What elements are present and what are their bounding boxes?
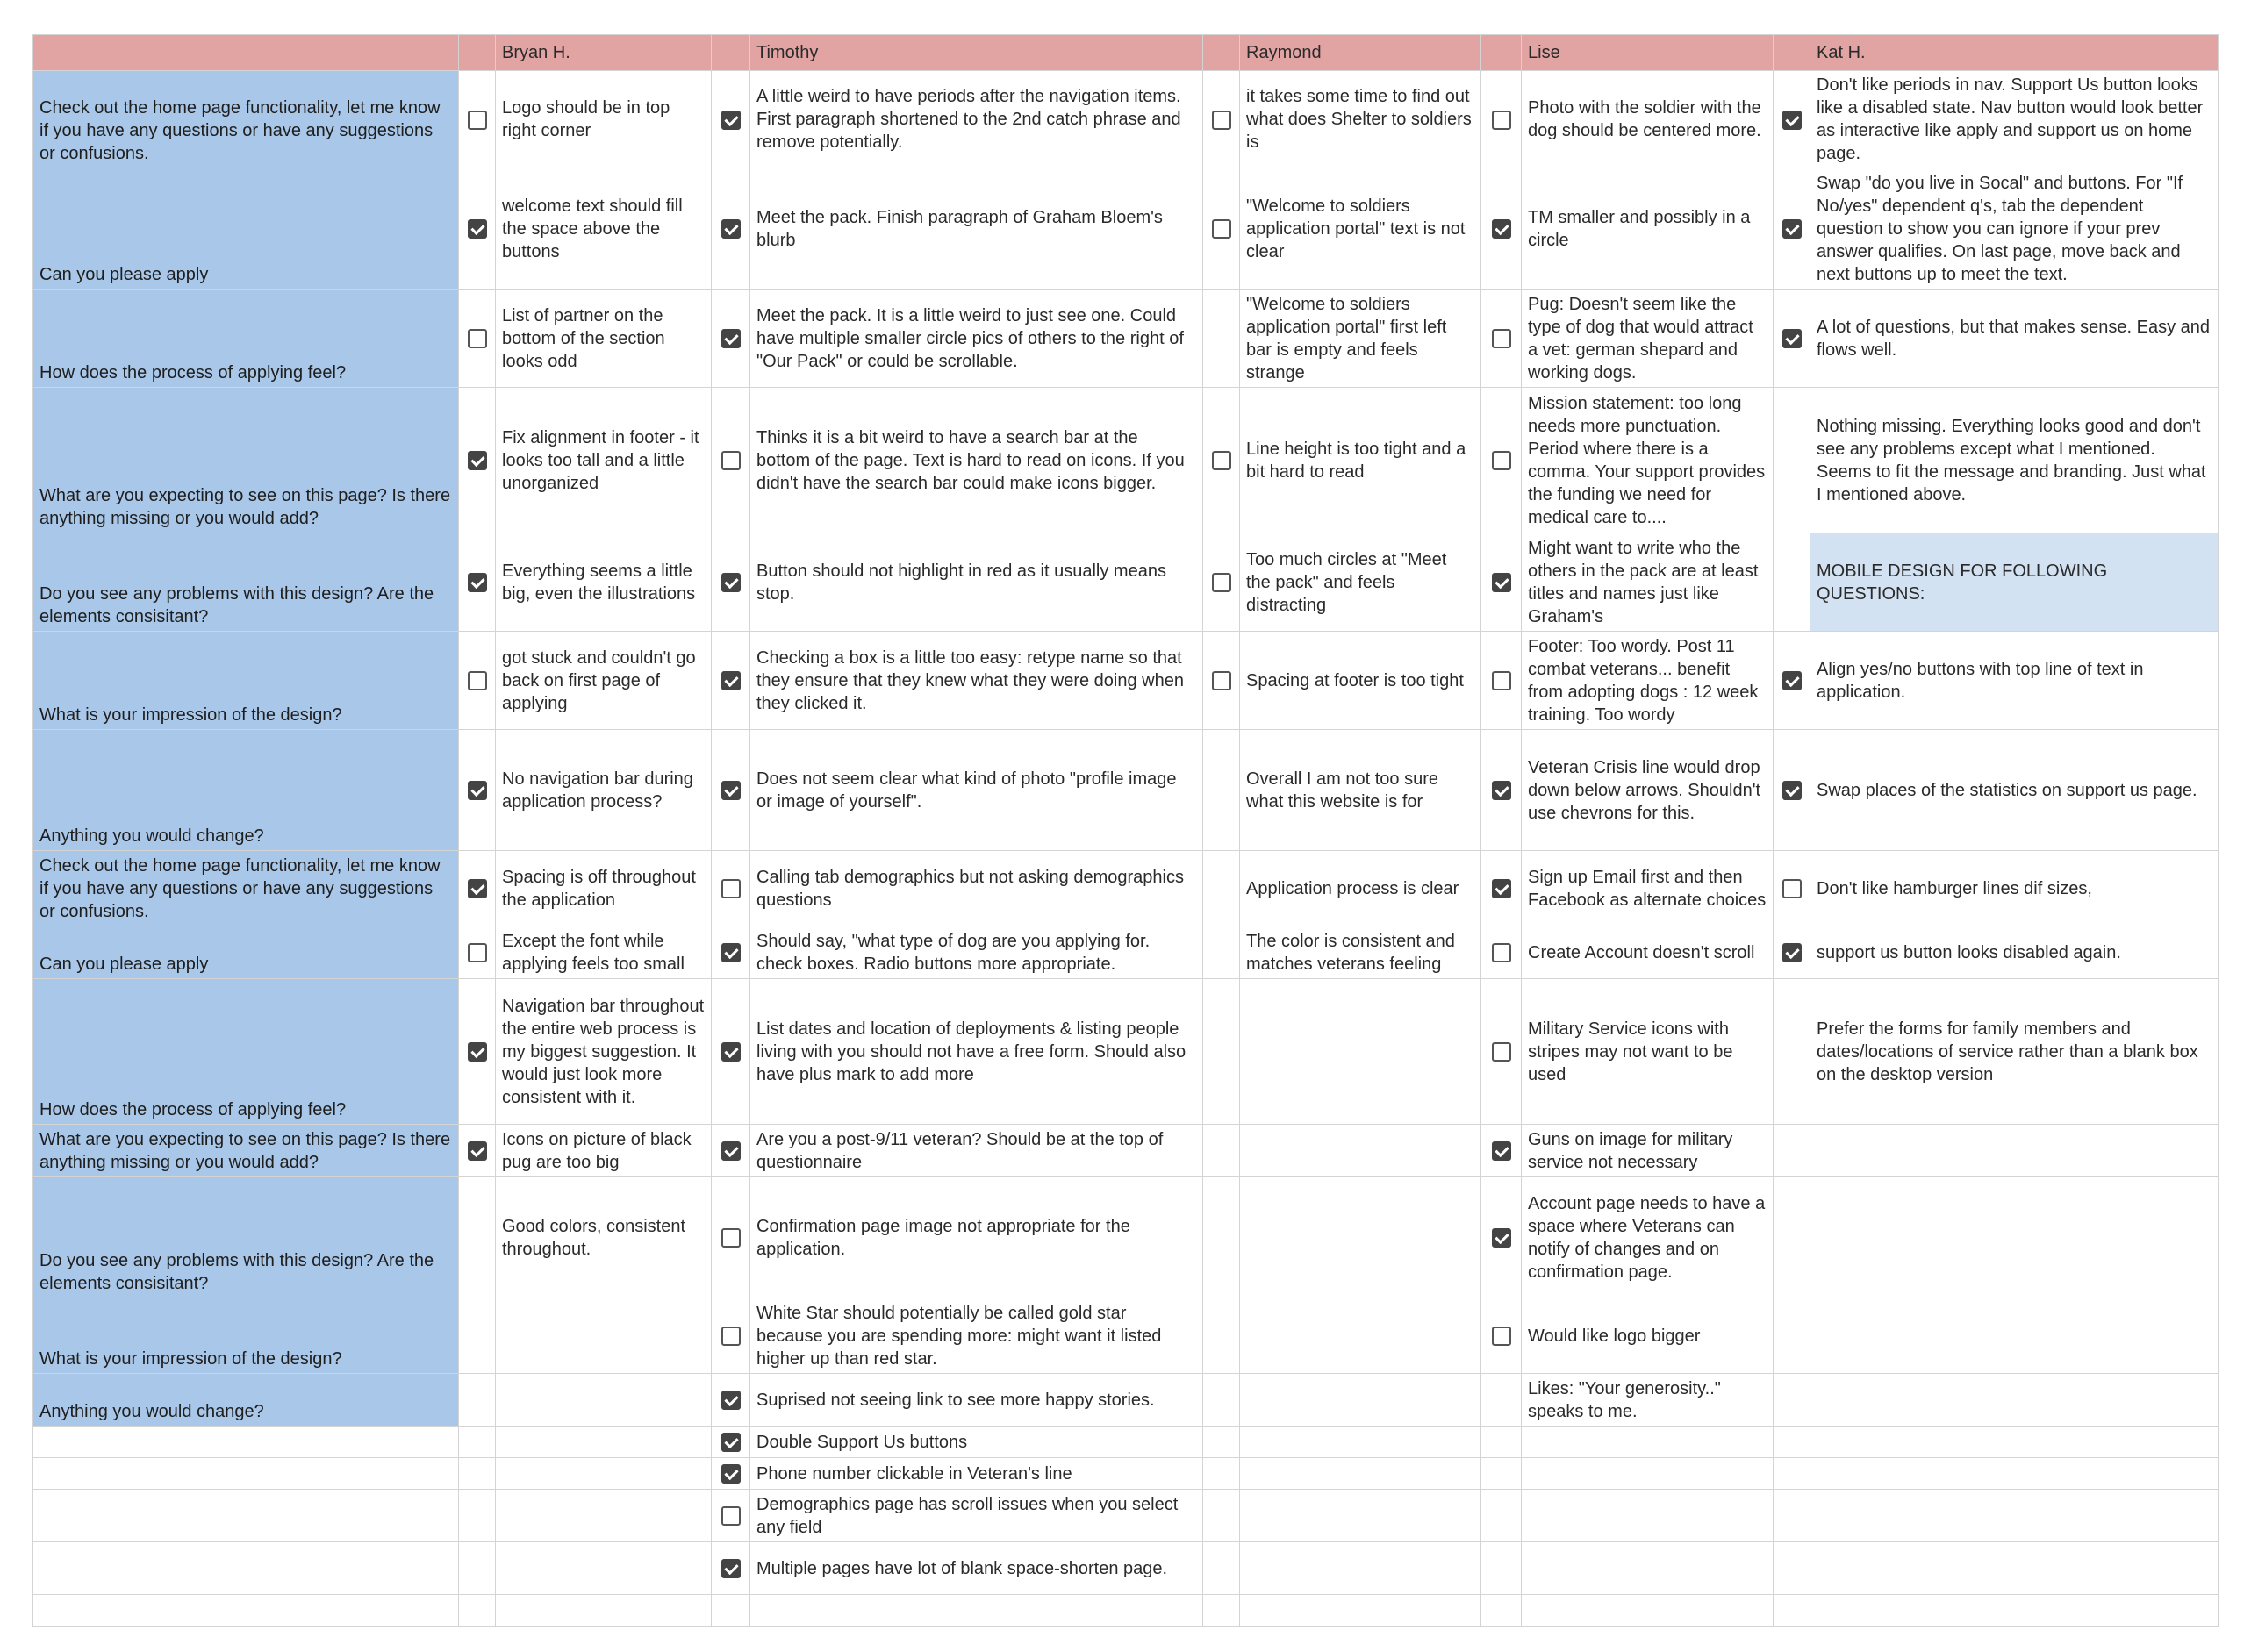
checkbox-cell[interactable] xyxy=(1774,1595,1810,1627)
checkbox-cell[interactable] xyxy=(712,1125,750,1177)
unchecked-checkbox-icon[interactable] xyxy=(721,879,741,898)
table-row xyxy=(33,533,2219,632)
checkbox-cell[interactable] xyxy=(1481,388,1522,533)
comment-cell[interactable] xyxy=(1240,1374,1481,1427)
comment-cell[interactable] xyxy=(1810,1298,2219,1374)
checkbox-cell[interactable] xyxy=(712,168,750,290)
comment-cell[interactable] xyxy=(1522,1490,1774,1542)
header-cell-name[interactable]: Timothy xyxy=(750,35,1203,71)
checkbox-cell[interactable] xyxy=(1481,1125,1522,1177)
question-cell[interactable] xyxy=(33,1595,459,1627)
checkbox-cell[interactable] xyxy=(1774,1374,1810,1427)
comment-cell[interactable] xyxy=(496,1374,712,1427)
comment-cell[interactable]: TM smaller and possibly in a circle xyxy=(1522,168,1774,290)
checked-checkbox-icon[interactable] xyxy=(721,1042,741,1062)
checkbox-cell[interactable] xyxy=(1203,168,1240,290)
checkbox-cell[interactable] xyxy=(1481,1490,1522,1542)
checkbox-cell[interactable] xyxy=(459,926,496,979)
checked-checkbox-icon[interactable] xyxy=(468,451,487,470)
comment-cell[interactable]: Button should not highlight in red as it usually means stop. xyxy=(750,533,1203,632)
checked-checkbox-icon[interactable] xyxy=(468,1141,487,1161)
checkbox-cell[interactable] xyxy=(1481,1298,1522,1374)
checkbox-cell[interactable] xyxy=(1774,1458,1810,1490)
unchecked-checkbox-icon[interactable] xyxy=(1212,573,1231,592)
checkbox-cell[interactable] xyxy=(1774,1490,1810,1542)
checkbox-cell[interactable] xyxy=(459,290,496,388)
comment-cell[interactable] xyxy=(1810,1427,2219,1458)
checked-checkbox-icon[interactable] xyxy=(468,781,487,800)
question-cell[interactable] xyxy=(33,1490,459,1542)
question-cell[interactable] xyxy=(33,1542,459,1595)
unchecked-checkbox-icon[interactable] xyxy=(1782,879,1802,898)
checked-checkbox-icon[interactable] xyxy=(721,1391,741,1410)
comment-cell[interactable]: Suprised not seeing link to see more happy stories. xyxy=(750,1374,1203,1427)
header-cell-name[interactable]: Bryan H. xyxy=(496,35,712,71)
checkbox-cell[interactable] xyxy=(712,1542,750,1595)
comment-cell[interactable]: Phone number clickable in Veteran's line xyxy=(750,1458,1203,1490)
checked-checkbox-icon[interactable] xyxy=(468,879,487,898)
question-cell[interactable] xyxy=(33,1427,459,1458)
comment-cell[interactable]: Demographics page has scroll issues when you select any field xyxy=(750,1490,1203,1542)
comment-cell[interactable]: Confirmation page image not appropriate for the application. xyxy=(750,1177,1203,1298)
comment-cell[interactable]: No navigation bar during application process? xyxy=(496,730,712,851)
checkbox-cell[interactable] xyxy=(712,71,750,168)
comment-cell[interactable]: Checking a box is a little too easy: retype name so that they ensure that they knew what they were doing when they clicked it. xyxy=(750,632,1203,730)
comment-cell[interactable] xyxy=(1810,1595,2219,1627)
unchecked-checkbox-icon[interactable] xyxy=(1492,1042,1511,1062)
table-row xyxy=(33,926,2219,979)
checkbox-cell[interactable] xyxy=(1481,1542,1522,1595)
checkbox-cell[interactable] xyxy=(1774,1427,1810,1458)
comment-cell[interactable]: MOBILE DESIGN FOR FOLLOWING QUESTIONS: xyxy=(1810,533,2219,632)
checkbox-cell[interactable] xyxy=(459,632,496,730)
checked-checkbox-icon[interactable] xyxy=(721,943,741,962)
checkbox-cell[interactable] xyxy=(1481,1458,1522,1490)
checkbox-cell[interactable] xyxy=(712,1458,750,1490)
unchecked-checkbox-icon[interactable] xyxy=(1492,329,1511,348)
comment-cell[interactable]: Multiple pages have lot of blank space-shorten page. xyxy=(750,1542,1203,1595)
question-cell[interactable]: What are you expecting to see on this page? Is there anything missing or you would add? xyxy=(33,1125,459,1177)
unchecked-checkbox-icon[interactable] xyxy=(1212,111,1231,130)
checked-checkbox-icon[interactable] xyxy=(1492,781,1511,800)
table-row xyxy=(33,851,2219,926)
comment-cell[interactable] xyxy=(1240,1177,1481,1298)
checkbox-cell[interactable] xyxy=(1481,632,1522,730)
checked-checkbox-icon[interactable] xyxy=(721,1559,741,1578)
comment-cell[interactable]: Overall I am not too sure what this website is for xyxy=(1240,730,1481,851)
table-row xyxy=(33,1125,2219,1177)
question-cell[interactable] xyxy=(33,1458,459,1490)
table-row xyxy=(33,168,2219,290)
checkbox-cell[interactable] xyxy=(1203,533,1240,632)
header-cell-blank[interactable] xyxy=(712,35,750,71)
question-cell[interactable]: Check out the home page functionality, let me know if you have any questions or have any suggestions or confusions. xyxy=(33,71,459,168)
comment-cell[interactable] xyxy=(1810,1374,2219,1427)
checkbox-cell[interactable] xyxy=(459,851,496,926)
header-cell-blank[interactable] xyxy=(1774,35,1810,71)
checked-checkbox-icon[interactable] xyxy=(1492,1228,1511,1248)
unchecked-checkbox-icon[interactable] xyxy=(721,1228,741,1248)
checkbox-cell[interactable] xyxy=(459,1125,496,1177)
comment-cell[interactable]: Mission statement: too long needs more punctuation. Period where there is a comma. Your support provides the funding we need for medical care to.... xyxy=(1522,388,1774,533)
checkbox-cell[interactable] xyxy=(712,1298,750,1374)
comment-cell[interactable]: Application process is clear xyxy=(1240,851,1481,926)
question-cell[interactable]: How does the process of applying feel? xyxy=(33,979,459,1125)
checkbox-cell[interactable] xyxy=(1774,926,1810,979)
checkbox-cell[interactable] xyxy=(712,730,750,851)
checkbox-cell[interactable] xyxy=(712,979,750,1125)
checkbox-cell[interactable] xyxy=(1481,1427,1522,1458)
unchecked-checkbox-icon[interactable] xyxy=(468,671,487,690)
comment-cell[interactable]: Spacing is off throughout the application xyxy=(496,851,712,926)
table-row xyxy=(33,1458,2219,1490)
checkbox-cell[interactable] xyxy=(459,1542,496,1595)
unchecked-checkbox-icon[interactable] xyxy=(1492,1327,1511,1346)
question-cell[interactable]: Anything you would change? xyxy=(33,730,459,851)
comment-cell[interactable]: welcome text should fill the space above the buttons xyxy=(496,168,712,290)
checkbox-cell[interactable] xyxy=(1774,1542,1810,1595)
checked-checkbox-icon[interactable] xyxy=(1492,879,1511,898)
comment-cell[interactable] xyxy=(1810,1125,2219,1177)
checkbox-cell[interactable] xyxy=(459,1458,496,1490)
comment-cell[interactable] xyxy=(1522,1458,1774,1490)
comment-cell[interactable]: Everything seems a little big, even the illustrations xyxy=(496,533,712,632)
checkbox-cell[interactable] xyxy=(1481,1177,1522,1298)
table-row xyxy=(33,1427,2219,1458)
checkbox-cell[interactable] xyxy=(1481,1374,1522,1427)
unchecked-checkbox-icon[interactable] xyxy=(1492,451,1511,470)
checkbox-cell[interactable] xyxy=(712,290,750,388)
checkbox-cell[interactable] xyxy=(712,1427,750,1458)
unchecked-checkbox-icon[interactable] xyxy=(468,329,487,348)
comment-cell[interactable] xyxy=(1240,1298,1481,1374)
comment-cell[interactable]: Guns on image for military service not necessary xyxy=(1522,1125,1774,1177)
table-row xyxy=(33,1595,2219,1627)
header-cell-name[interactable]: Kat H. xyxy=(1810,35,2219,71)
checkbox-cell[interactable] xyxy=(1203,979,1240,1125)
comment-cell[interactable]: Photo with the soldier with the dog should be centered more. xyxy=(1522,71,1774,168)
table-row xyxy=(33,290,2219,388)
checkbox-cell[interactable] xyxy=(1481,979,1522,1125)
checkbox-cell[interactable] xyxy=(459,388,496,533)
comment-cell[interactable]: Are you a post-9/11 veteran? Should be at the top of questionnaire xyxy=(750,1125,1203,1177)
comment-cell[interactable] xyxy=(750,1595,1203,1627)
unchecked-checkbox-icon[interactable] xyxy=(468,111,487,130)
comment-cell[interactable]: Create Account doesn't scroll xyxy=(1522,926,1774,979)
checkbox-cell[interactable] xyxy=(1203,1458,1240,1490)
header-row xyxy=(33,35,2219,71)
checked-checkbox-icon[interactable] xyxy=(1782,781,1802,800)
feedback-sheet xyxy=(32,34,2219,1627)
comment-cell[interactable] xyxy=(496,1298,712,1374)
comment-cell[interactable]: Would like logo bigger xyxy=(1522,1298,1774,1374)
comment-cell[interactable]: A lot of questions, but that makes sense. Easy and flows well. xyxy=(1810,290,2219,388)
question-cell[interactable]: Can you please apply xyxy=(33,168,459,290)
table-row xyxy=(33,388,2219,533)
checkbox-cell[interactable] xyxy=(459,533,496,632)
question-cell[interactable]: Do you see any problems with this design? Are the elements consisitant? xyxy=(33,1177,459,1298)
table-row xyxy=(33,730,2219,851)
checkbox-cell[interactable] xyxy=(1774,851,1810,926)
checkbox-cell[interactable] xyxy=(712,388,750,533)
checked-checkbox-icon[interactable] xyxy=(468,573,487,592)
checkbox-cell[interactable] xyxy=(459,1374,496,1427)
checkbox-cell[interactable] xyxy=(1203,1177,1240,1298)
comment-cell[interactable]: Good colors, consistent throughout. xyxy=(496,1177,712,1298)
comment-cell[interactable]: Pug: Doesn't seem like the type of dog that would attract a vet: german shepard and working dogs. xyxy=(1522,290,1774,388)
comment-cell[interactable] xyxy=(1240,1542,1481,1595)
checkbox-cell[interactable] xyxy=(712,1595,750,1627)
checkbox-cell[interactable] xyxy=(1481,533,1522,632)
checkbox-cell[interactable] xyxy=(1774,979,1810,1125)
comment-cell[interactable]: Logo should be in top right corner xyxy=(496,71,712,168)
checked-checkbox-icon[interactable] xyxy=(721,1433,741,1452)
comment-cell[interactable]: got stuck and couldn't go back on first page of applying xyxy=(496,632,712,730)
checkbox-cell[interactable] xyxy=(459,1177,496,1298)
checkbox-cell[interactable] xyxy=(712,1177,750,1298)
checkbox-cell[interactable] xyxy=(1774,168,1810,290)
checkbox-cell[interactable] xyxy=(1481,290,1522,388)
unchecked-checkbox-icon[interactable] xyxy=(721,1506,741,1526)
checked-checkbox-icon[interactable] xyxy=(1492,1141,1511,1161)
comment-cell[interactable]: Sign up Email first and then Facebook as alternate choices xyxy=(1522,851,1774,926)
checkbox-cell[interactable] xyxy=(1774,1298,1810,1374)
table-row xyxy=(33,1490,2219,1542)
table-row xyxy=(33,1298,2219,1374)
checkbox-cell[interactable] xyxy=(1774,1177,1810,1298)
comment-cell[interactable] xyxy=(1240,1125,1481,1177)
checked-checkbox-icon[interactable] xyxy=(1782,671,1802,690)
comment-cell[interactable]: Prefer the forms for family members and dates/locations of service rather than a blank box on the desktop version xyxy=(1810,979,2219,1125)
checkbox-cell[interactable] xyxy=(1774,71,1810,168)
comment-cell[interactable]: Icons on picture of black pug are too big xyxy=(496,1125,712,1177)
comment-cell[interactable]: Calling tab demographics but not asking demographics questions xyxy=(750,851,1203,926)
header-cell-blank[interactable] xyxy=(1203,35,1240,71)
comment-cell[interactable]: List of partner on the bottom of the section looks odd xyxy=(496,290,712,388)
table-row xyxy=(33,632,2219,730)
checkbox-cell[interactable] xyxy=(1203,1490,1240,1542)
comment-cell[interactable] xyxy=(1522,1595,1774,1627)
table-row xyxy=(33,71,2219,168)
unchecked-checkbox-icon[interactable] xyxy=(1212,671,1231,690)
comment-cell[interactable]: Line height is too tight and a bit hard to read xyxy=(1240,388,1481,533)
comment-cell[interactable]: Meet the pack. It is a little weird to just see one. Could have multiple smaller circle pics of others to the right of "Our Pack" or could be scrollable. xyxy=(750,290,1203,388)
checkbox-cell[interactable] xyxy=(1774,290,1810,388)
checkbox-cell[interactable] xyxy=(1203,851,1240,926)
checked-checkbox-icon[interactable] xyxy=(468,219,487,239)
checkbox-cell[interactable] xyxy=(459,730,496,851)
checked-checkbox-icon[interactable] xyxy=(1782,943,1802,962)
comment-cell[interactable]: Navigation bar throughout the entire web process is my biggest suggestion. It would just look more consistent with it. xyxy=(496,979,712,1125)
checkbox-cell[interactable] xyxy=(1774,730,1810,851)
comment-cell[interactable] xyxy=(496,1490,712,1542)
unchecked-checkbox-icon[interactable] xyxy=(468,943,487,962)
checked-checkbox-icon[interactable] xyxy=(721,111,741,130)
checkbox-cell[interactable] xyxy=(712,533,750,632)
comment-cell[interactable]: Double Support Us buttons xyxy=(750,1427,1203,1458)
comment-cell[interactable]: Military Service icons with stripes may not want to be used xyxy=(1522,979,1774,1125)
unchecked-checkbox-icon[interactable] xyxy=(1492,671,1511,690)
checkbox-cell[interactable] xyxy=(459,979,496,1125)
checkbox-cell[interactable] xyxy=(1203,71,1240,168)
comment-cell[interactable] xyxy=(1240,979,1481,1125)
table-row xyxy=(33,1177,2219,1298)
header-cell-blank[interactable] xyxy=(459,35,496,71)
comment-cell[interactable] xyxy=(1240,1595,1481,1627)
comment-cell[interactable]: "Welcome to soldiers application portal" text is not clear xyxy=(1240,168,1481,290)
checkbox-cell[interactable] xyxy=(712,1374,750,1427)
comment-cell[interactable] xyxy=(1240,1427,1481,1458)
checkbox-cell[interactable] xyxy=(1203,388,1240,533)
checkbox-cell[interactable] xyxy=(1203,730,1240,851)
checked-checkbox-icon[interactable] xyxy=(721,329,741,348)
checkbox-cell[interactable] xyxy=(1203,1542,1240,1595)
unchecked-checkbox-icon[interactable] xyxy=(1492,111,1511,130)
question-cell[interactable]: Do you see any problems with this design? Are the elements consisitant? xyxy=(33,533,459,632)
question-cell[interactable]: What are you expecting to see on this page? Is there anything missing or you would add? xyxy=(33,388,459,533)
table-row xyxy=(33,979,2219,1125)
comment-cell[interactable]: Might want to write who the others in the pack are at least titles and names just like Graham's xyxy=(1522,533,1774,632)
comment-cell[interactable]: Should say, "what type of dog are you applying for. check boxes. Radio buttons more appropriate. xyxy=(750,926,1203,979)
checked-checkbox-icon[interactable] xyxy=(1782,219,1802,239)
checkbox-cell[interactable] xyxy=(1203,1374,1240,1427)
checkbox-cell[interactable] xyxy=(1481,1595,1522,1627)
comment-cell[interactable]: Swap "do you live in Socal" and buttons. For "If No/yes" dependent q's, tab the dependent question to show you can ignore if your prev answer qualifies. On last page, move back and next buttons up to meet the text. xyxy=(1810,168,2219,290)
checkbox-cell[interactable] xyxy=(712,632,750,730)
checkbox-cell[interactable] xyxy=(1774,533,1810,632)
checked-checkbox-icon[interactable] xyxy=(721,1141,741,1161)
checkbox-cell[interactable] xyxy=(1481,851,1522,926)
comment-cell[interactable]: List dates and location of deployments & listing people living with you should not have a free form. Should also have plus mark to add more xyxy=(750,979,1203,1125)
header-cell-blank[interactable] xyxy=(1481,35,1522,71)
checkbox-cell[interactable] xyxy=(1481,168,1522,290)
comment-cell[interactable] xyxy=(1810,1542,2219,1595)
question-cell[interactable]: Can you please apply xyxy=(33,926,459,979)
checked-checkbox-icon[interactable] xyxy=(1492,219,1511,239)
comment-cell[interactable]: A little weird to have periods after the navigation items. First paragraph shortened to the 2nd catch phrase and remove potentially. xyxy=(750,71,1203,168)
unchecked-checkbox-icon[interactable] xyxy=(1212,451,1231,470)
checked-checkbox-icon[interactable] xyxy=(1492,573,1511,592)
checkbox-cell[interactable] xyxy=(1203,926,1240,979)
checkbox-cell[interactable] xyxy=(1774,1125,1810,1177)
comment-cell[interactable]: "Welcome to soldiers application portal" first left bar is empty and feels strange xyxy=(1240,290,1481,388)
unchecked-checkbox-icon[interactable] xyxy=(1492,943,1511,962)
checked-checkbox-icon[interactable] xyxy=(1782,111,1802,130)
checked-checkbox-icon[interactable] xyxy=(721,573,741,592)
question-cell[interactable]: Check out the home page functionality, let me know if you have any questions or have any suggestions or confusions. xyxy=(33,851,459,926)
checkbox-cell[interactable] xyxy=(1203,1427,1240,1458)
checked-checkbox-icon[interactable] xyxy=(721,671,741,690)
comment-cell[interactable]: Nothing missing. Everything looks good and don't see any problems except what I mentioned. Seems to fit the message and branding. Just what I mentioned above. xyxy=(1810,388,2219,533)
comment-cell[interactable] xyxy=(1240,1458,1481,1490)
question-cell[interactable]: What is your impression of the design? xyxy=(33,1298,459,1374)
comment-cell[interactable] xyxy=(1522,1542,1774,1595)
comment-cell[interactable] xyxy=(1240,1490,1481,1542)
checkbox-cell[interactable] xyxy=(1774,388,1810,533)
header-cell-name[interactable]: Lise xyxy=(1522,35,1774,71)
comment-cell[interactable]: Veteran Crisis line would drop down below arrows. Shouldn't use chevrons for this. xyxy=(1522,730,1774,851)
checkbox-cell[interactable] xyxy=(712,851,750,926)
checkbox-cell[interactable] xyxy=(1481,730,1522,851)
checkbox-cell[interactable] xyxy=(1203,1298,1240,1374)
checkbox-cell[interactable] xyxy=(459,168,496,290)
comment-cell[interactable] xyxy=(496,1595,712,1627)
checked-checkbox-icon[interactable] xyxy=(1782,329,1802,348)
checkbox-cell[interactable] xyxy=(1203,1125,1240,1177)
checkbox-cell[interactable] xyxy=(459,1298,496,1374)
comment-cell[interactable] xyxy=(496,1427,712,1458)
question-cell[interactable]: What is your impression of the design? xyxy=(33,632,459,730)
comment-cell[interactable] xyxy=(1810,1490,2219,1542)
comment-cell[interactable]: Footer: Too wordy. Post 11 combat veterans... benefit from adopting dogs : 12 week training. Too wordy xyxy=(1522,632,1774,730)
comment-cell[interactable]: Don't like hamburger lines dif sizes, xyxy=(1810,851,2219,926)
table-row xyxy=(33,1542,2219,1595)
comment-cell[interactable]: it takes some time to find out what does Shelter to soldiers is xyxy=(1240,71,1481,168)
unchecked-checkbox-icon[interactable] xyxy=(1212,219,1231,239)
comment-cell[interactable]: Account page needs to have a space where Veterans can notify of changes and on confirmation page. xyxy=(1522,1177,1774,1298)
checkbox-cell[interactable] xyxy=(459,71,496,168)
checkbox-cell[interactable] xyxy=(1481,71,1522,168)
comment-cell[interactable]: support us button looks disabled again. xyxy=(1810,926,2219,979)
comment-cell[interactable]: Likes: "Your generosity.." speaks to me. xyxy=(1522,1374,1774,1427)
checkbox-cell[interactable] xyxy=(1203,632,1240,730)
comment-cell[interactable]: Spacing at footer is too tight xyxy=(1240,632,1481,730)
checkbox-cell[interactable] xyxy=(1203,290,1240,388)
comment-cell[interactable]: Swap places of the statistics on support us page. xyxy=(1810,730,2219,851)
header-cell-blank[interactable] xyxy=(33,35,459,71)
header-cell-name[interactable]: Raymond xyxy=(1240,35,1481,71)
checkbox-cell[interactable] xyxy=(459,1490,496,1542)
comment-cell[interactable] xyxy=(1810,1177,2219,1298)
checkbox-cell[interactable] xyxy=(712,1490,750,1542)
checkbox-cell[interactable] xyxy=(1774,632,1810,730)
checkbox-cell[interactable] xyxy=(459,1427,496,1458)
unchecked-checkbox-icon[interactable] xyxy=(721,1327,741,1346)
comment-cell[interactable]: Thinks it is a bit weird to have a search bar at the bottom of the page. Text is hard to read on icons. If you didn't have the search bar could make icons bigger. xyxy=(750,388,1203,533)
comment-cell[interactable]: The color is consistent and matches veterans feeling xyxy=(1240,926,1481,979)
checkbox-cell[interactable] xyxy=(712,926,750,979)
checked-checkbox-icon[interactable] xyxy=(721,781,741,800)
checkbox-cell[interactable] xyxy=(459,1595,496,1627)
comment-cell[interactable]: Fix alignment in footer - it looks too tall and a little unorganized xyxy=(496,388,712,533)
checked-checkbox-icon[interactable] xyxy=(721,1464,741,1484)
comment-cell[interactable] xyxy=(496,1542,712,1595)
question-cell[interactable]: How does the process of applying feel? xyxy=(33,290,459,388)
comment-cell[interactable]: Too much circles at "Meet the pack" and feels distracting xyxy=(1240,533,1481,632)
table-row xyxy=(33,1374,2219,1427)
unchecked-checkbox-icon[interactable] xyxy=(721,451,741,470)
comment-cell[interactable]: Don't like periods in nav. Support Us button looks like a disabled state. Nav button would look better as interactive like apply and support us on home page. xyxy=(1810,71,2219,168)
checkbox-cell[interactable] xyxy=(1203,1595,1240,1627)
comment-cell[interactable]: Meet the pack. Finish paragraph of Graham Bloem's blurb xyxy=(750,168,1203,290)
comment-cell[interactable]: White Star should potentially be called gold star because you are spending more: might want it listed higher up than red star. xyxy=(750,1298,1203,1374)
comment-cell[interactable]: Except the font while applying feels too small xyxy=(496,926,712,979)
question-cell[interactable]: Anything you would change? xyxy=(33,1374,459,1427)
checked-checkbox-icon[interactable] xyxy=(721,219,741,239)
comment-cell[interactable] xyxy=(1810,1458,2219,1490)
comment-cell[interactable] xyxy=(496,1458,712,1490)
checkbox-cell[interactable] xyxy=(1481,926,1522,979)
comment-cell[interactable]: Does not seem clear what kind of photo "profile image or image of yourself". xyxy=(750,730,1203,851)
comment-cell[interactable] xyxy=(1522,1427,1774,1458)
checked-checkbox-icon[interactable] xyxy=(468,1042,487,1062)
comment-cell[interactable]: Align yes/no buttons with top line of text in application. xyxy=(1810,632,2219,730)
